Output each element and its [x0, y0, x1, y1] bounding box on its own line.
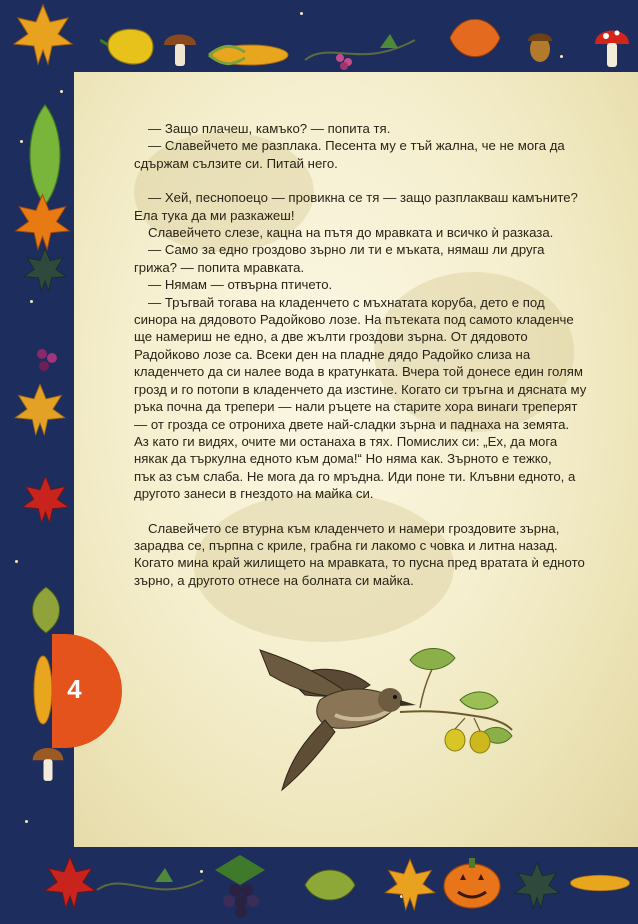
- vine-icon: [95, 860, 205, 910]
- dark-leaf-icon: [510, 856, 564, 916]
- mushroom-icon: [592, 22, 632, 70]
- corn-icon: [565, 866, 635, 900]
- pumpkin-icon: [440, 852, 504, 912]
- text-line: кладенчето да си налее вода в кратунката. Вчера той донесе един голям: [134, 364, 583, 380]
- leaf-icon: [300, 860, 360, 910]
- oak-leaf-icon: [440, 8, 510, 68]
- corn-icon: [205, 38, 295, 72]
- text-line: — Само за едно гроздово зърно ли ти е мъката, нямаш ли друга: [148, 242, 545, 258]
- page-number: 4: [67, 674, 82, 704]
- oak-leaf-icon: [26, 585, 66, 635]
- acorn-icon: [520, 25, 560, 65]
- text-line: — от грозда се отрониха двете най-сладки зърна и паднаха на земята.: [134, 416, 570, 432]
- text-line: другото занеси в гнездото на майка си.: [134, 486, 374, 502]
- text-line: — Защо плачеш, камъко? — попита тя.: [148, 121, 391, 136]
- text-line: Славейчето слезе, кацна на пътя до мравката и всичко ѝ разказа.: [148, 225, 554, 241]
- text-line: ще намериш не едно, а две жълти гроздови зърна. От дядовото: [134, 329, 528, 345]
- story-text: [134, 120, 604, 589]
- red-leaf-icon: [40, 848, 100, 918]
- text-line: пък аз съм слаба. Не мога да го мръдна. Иди поне ти. Клъвни едното, а: [134, 468, 576, 484]
- maple-leaf-icon: [10, 380, 70, 440]
- text-line: грозд и го потопи в кладенчето да изстине. Когато си тръгна и дясната му: [134, 381, 587, 397]
- red-leaf-icon: [18, 470, 73, 530]
- text-line: — Хей, песнопоецо — провикна се тя — защо разплакваш камъните?: [148, 190, 578, 206]
- maple-leaf-icon: [380, 852, 440, 918]
- text-line: Славейчето се втурна към кладенчето и намери гроздовите зърна,: [148, 520, 560, 536]
- text-line: Аз като ги видях, очите ми останаха в тях. Помислих си: „Ех, да мога: [134, 433, 558, 449]
- mushroom-icon: [160, 25, 200, 70]
- dark-leaf-icon: [20, 245, 70, 295]
- text-line: Когато мина край жилището на мравката, то пусна пред вратата ѝ едното: [134, 555, 585, 571]
- text-line: — Нямам — отвърна птичето.: [148, 277, 333, 293]
- text-line: зарадва се, пърпна с криле, грабна ги лакомо с човка и литна назад.: [134, 537, 558, 553]
- text-line: грижа? — попита мравката.: [134, 259, 305, 275]
- text-line: — Славейчето ме разплака. Песента му е тъй жална, че не мога да: [148, 138, 565, 154]
- text-line: ръка почна да трепери — нали ръцете на старите хора винаги треперят: [134, 399, 578, 415]
- text-line: синора на дядовото Радойково лозе. На пътеката под самото кладенче: [134, 312, 574, 328]
- text-line: зърно, а другото отнесе на болната си майка.: [134, 572, 414, 588]
- grapes-icon: [205, 850, 275, 920]
- maple-leaf-icon: [8, 0, 78, 70]
- pepper-icon: [100, 20, 160, 70]
- text-line: — Тръгвай тогава на кладенчето с мъхнатата коруба, дето е под: [148, 294, 545, 310]
- vine-icon: [300, 20, 420, 80]
- text-line: сдържам сълзите си. Питай него.: [134, 155, 338, 171]
- text-line: Ела тука да ми разкажеш!: [134, 207, 295, 223]
- berries-icon: [28, 340, 68, 380]
- nightingale-illustration: [250, 640, 530, 810]
- text-line: Радойково лозе са. Всеки ден на пладне дядо Радойко слиза на: [134, 346, 531, 362]
- text-line: някак да търкулна едното към дома!“ Но няма как. Зърното е тежко,: [134, 451, 552, 467]
